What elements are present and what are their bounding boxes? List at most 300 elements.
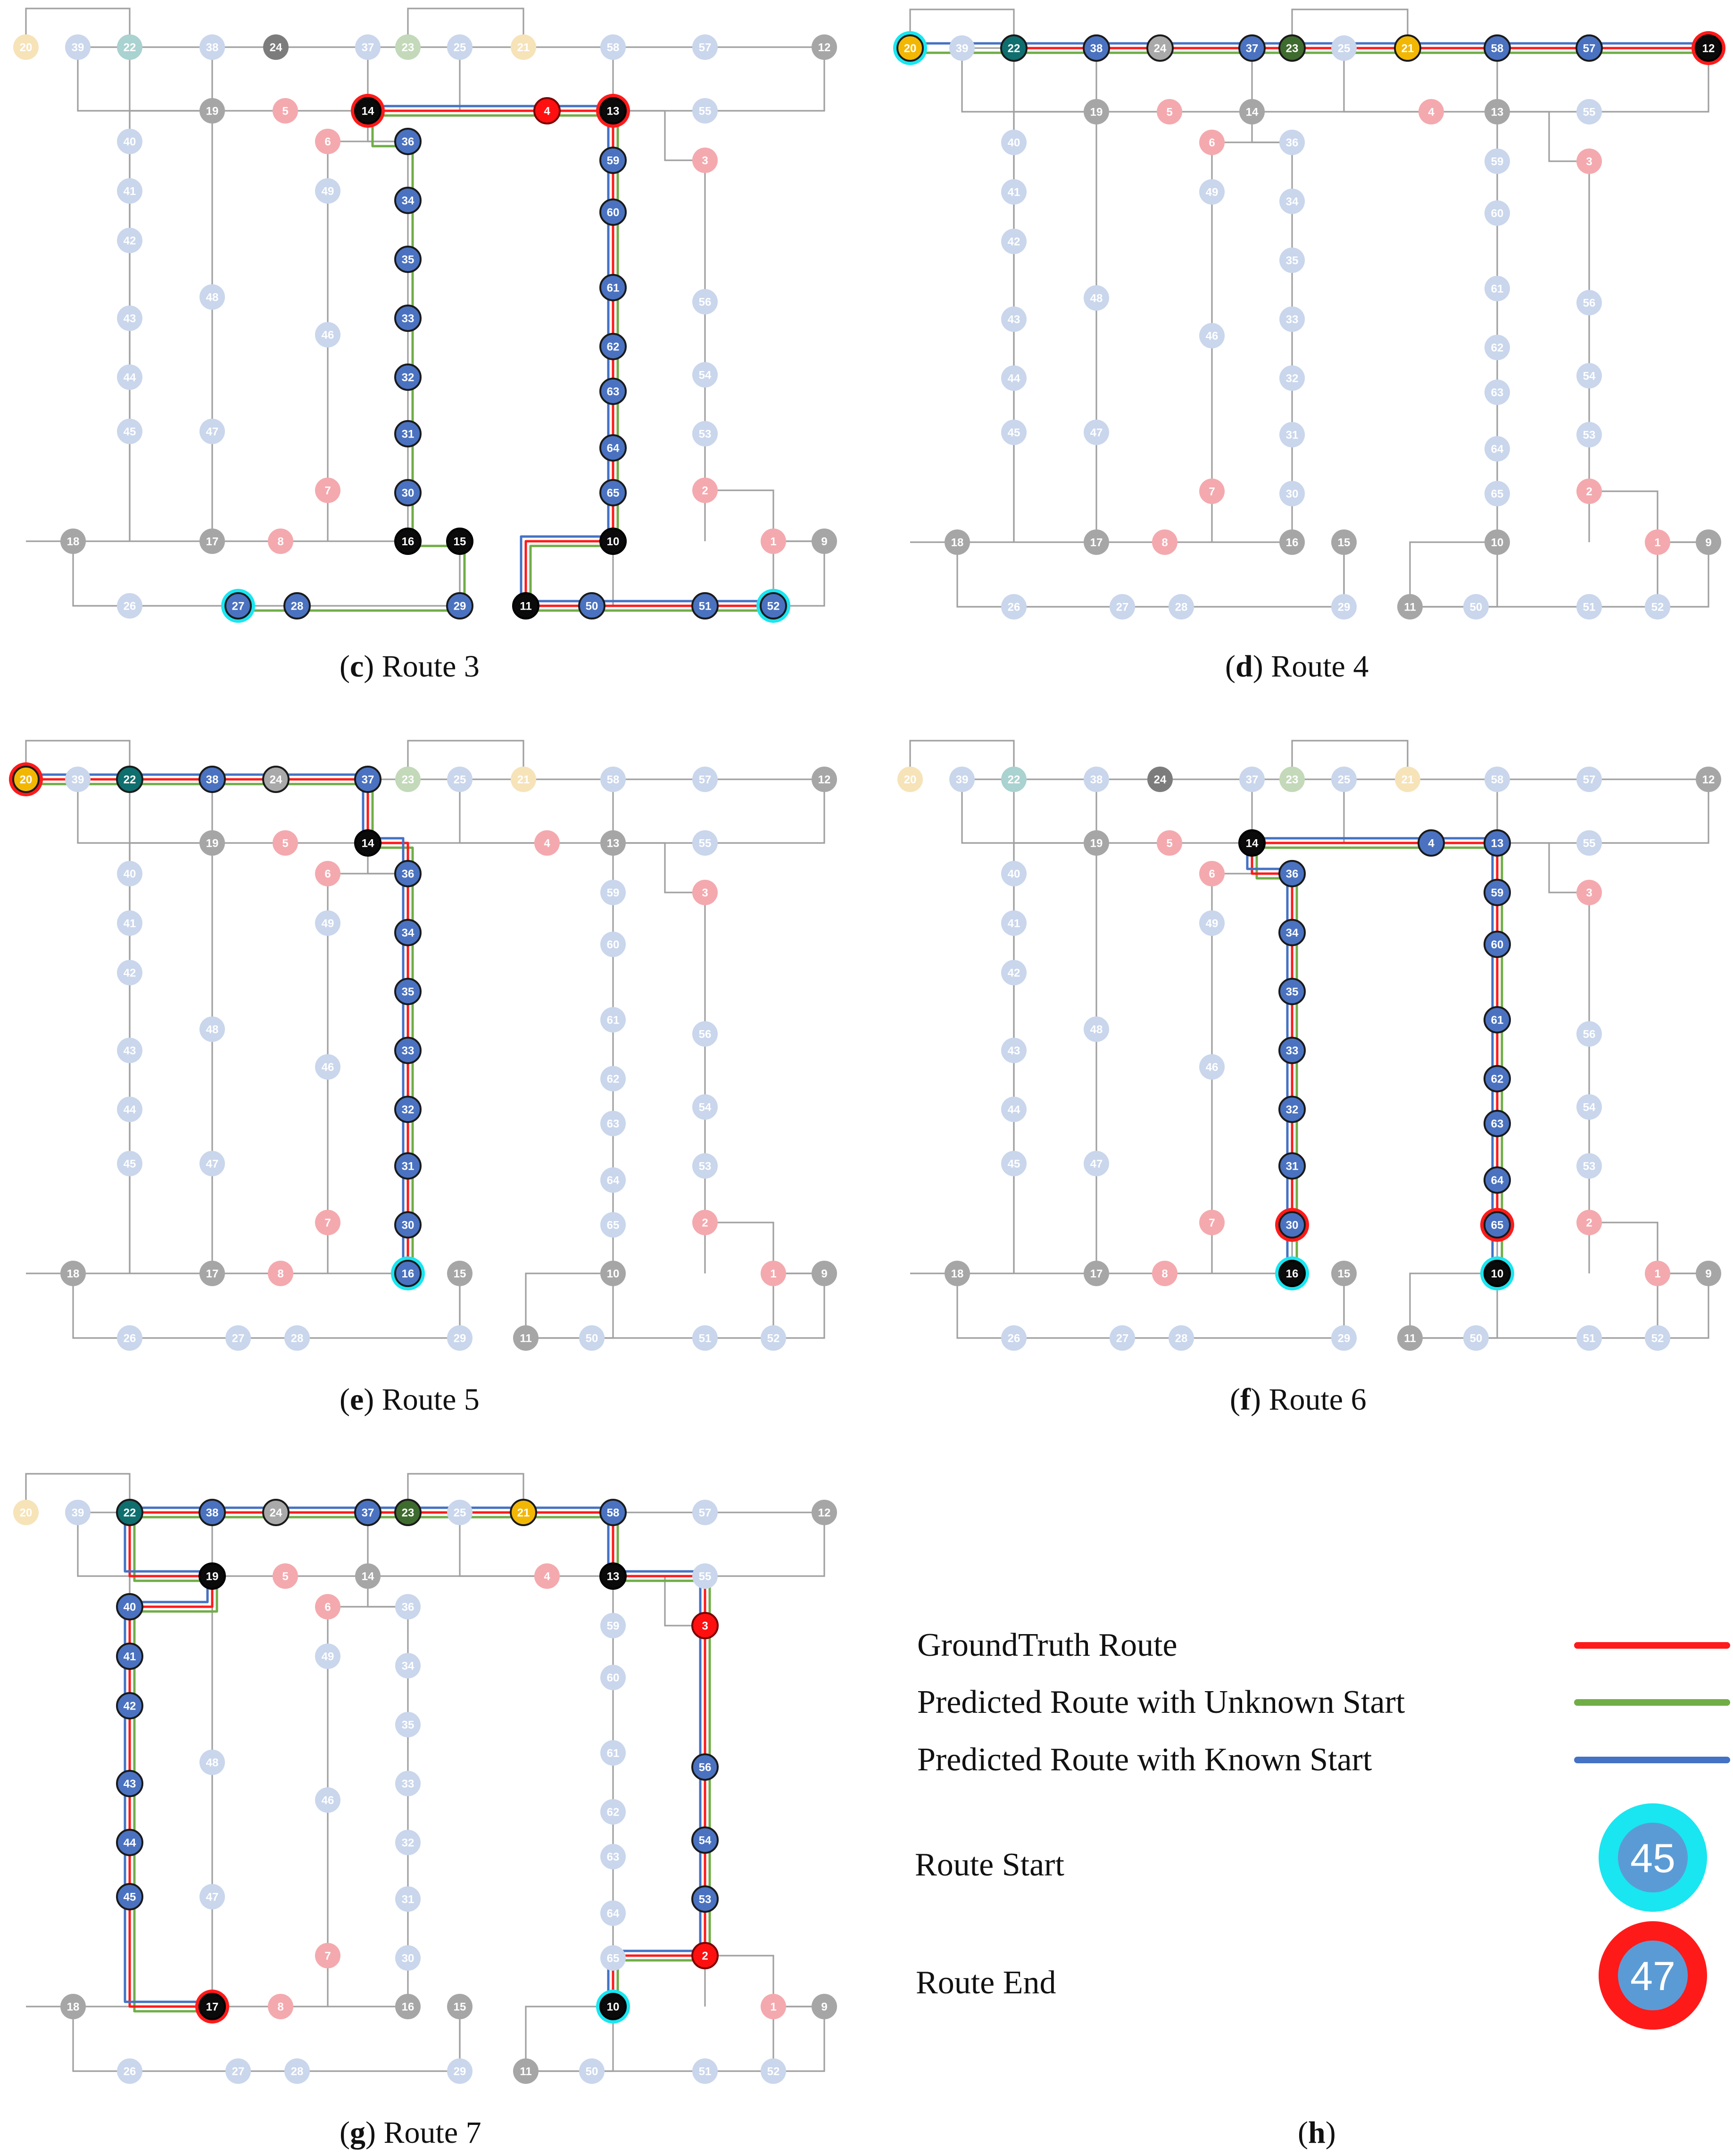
node-number: 12 bbox=[818, 1506, 831, 1520]
network-edge bbox=[1497, 843, 1589, 892]
node-20 bbox=[893, 31, 927, 65]
node-43 bbox=[1001, 1038, 1027, 1063]
node-19 bbox=[199, 1563, 225, 1589]
node-27 bbox=[225, 2058, 251, 2084]
node-number: 4 bbox=[1428, 837, 1434, 850]
legend-route-start-marker bbox=[1599, 1803, 1707, 1912]
node-54 bbox=[692, 362, 718, 388]
node-number: 1 bbox=[770, 2000, 777, 2014]
node-7 bbox=[315, 1943, 340, 1968]
caption-d-title: Route 4 bbox=[1271, 649, 1369, 684]
node-number: 29 bbox=[453, 600, 466, 613]
node-26 bbox=[1001, 594, 1027, 620]
network-edge bbox=[460, 779, 547, 843]
node-31 bbox=[395, 1153, 421, 1179]
legend bbox=[915, 1627, 1727, 2030]
network-edge bbox=[1014, 432, 1096, 542]
node-number: 59 bbox=[606, 154, 620, 167]
node-29 bbox=[447, 2058, 473, 2084]
caption-g-title: Route 7 bbox=[383, 2115, 481, 2150]
node-42 bbox=[1001, 229, 1027, 254]
node-number: 63 bbox=[606, 1850, 620, 1864]
node-42 bbox=[117, 960, 142, 985]
node-4 bbox=[1418, 830, 1444, 856]
node-45 bbox=[117, 419, 142, 444]
network-edge bbox=[73, 1273, 130, 1338]
node-number: 38 bbox=[206, 41, 219, 54]
node-49 bbox=[1199, 179, 1225, 205]
node-51 bbox=[1576, 594, 1602, 620]
node-40 bbox=[117, 1594, 142, 1619]
node-number: 10 bbox=[1491, 1267, 1504, 1280]
node-number: 3 bbox=[1586, 155, 1592, 168]
node-number: 16 bbox=[401, 2000, 415, 2014]
node-53 bbox=[692, 1153, 718, 1179]
node-number: 25 bbox=[453, 1506, 466, 1520]
node-number: 61 bbox=[1491, 1014, 1504, 1027]
node-number: 42 bbox=[1007, 966, 1020, 980]
node-11 bbox=[513, 2058, 539, 2084]
node-9 bbox=[812, 1994, 837, 2019]
network-edge bbox=[613, 843, 705, 892]
node-55 bbox=[692, 1563, 718, 1589]
caption-e-title: Route 5 bbox=[381, 1382, 480, 1417]
node-46 bbox=[315, 322, 340, 347]
node-number: 3 bbox=[702, 1619, 708, 1633]
node-number: 38 bbox=[1090, 42, 1103, 55]
node-50 bbox=[1463, 594, 1489, 620]
node-number: 31 bbox=[401, 1893, 415, 1906]
node-23 bbox=[395, 767, 421, 792]
network-edge bbox=[705, 1512, 824, 1576]
node-number: 28 bbox=[290, 2065, 304, 2078]
node-37 bbox=[355, 767, 381, 792]
node-16 bbox=[395, 529, 421, 554]
node-number: 9 bbox=[821, 535, 828, 548]
node-9 bbox=[1696, 529, 1721, 555]
node-number: 44 bbox=[1007, 372, 1020, 385]
node-61 bbox=[1484, 1007, 1510, 1033]
node-30 bbox=[395, 1212, 421, 1238]
node-number: 2 bbox=[702, 484, 708, 497]
node-number: 33 bbox=[401, 1044, 415, 1057]
node-16 bbox=[1275, 1256, 1309, 1290]
node-number: 53 bbox=[698, 1893, 712, 1906]
node-13 bbox=[1484, 830, 1510, 856]
node-number: 9 bbox=[1705, 536, 1712, 549]
node-46 bbox=[315, 1054, 340, 1080]
node-number: 60 bbox=[1491, 938, 1504, 951]
node-45 bbox=[117, 1884, 142, 1909]
node-59 bbox=[600, 1613, 626, 1638]
node-number: 37 bbox=[361, 773, 374, 786]
network-edge bbox=[1589, 1223, 1658, 1273]
node-35 bbox=[395, 1712, 421, 1737]
node-number: 45 bbox=[1007, 1157, 1020, 1171]
svg-text:(e) Route 5: (e) Route 5 bbox=[340, 1382, 480, 1417]
node-number: 44 bbox=[123, 1836, 136, 1850]
node-29 bbox=[447, 593, 473, 619]
node-number: 53 bbox=[1583, 1160, 1596, 1173]
node-number: 62 bbox=[606, 1073, 620, 1086]
node-51 bbox=[692, 593, 718, 619]
node-number: 18 bbox=[951, 536, 964, 549]
network-edge bbox=[1497, 112, 1589, 161]
network-edge bbox=[1589, 48, 1708, 112]
node-number: 35 bbox=[401, 985, 415, 999]
node-57 bbox=[1576, 767, 1602, 792]
node-number: 8 bbox=[1161, 536, 1168, 549]
node-27 bbox=[221, 589, 255, 623]
node-54 bbox=[692, 1827, 718, 1853]
node-number: 30 bbox=[401, 1219, 415, 1232]
node-number: 9 bbox=[821, 1267, 828, 1280]
node-number: 2 bbox=[1586, 1216, 1592, 1230]
node-14 bbox=[1239, 99, 1265, 124]
node-number: 43 bbox=[123, 1044, 136, 1057]
node-number: 34 bbox=[401, 194, 415, 207]
node-number: 64 bbox=[1491, 1174, 1504, 1187]
panel-d bbox=[893, 9, 1725, 620]
node-number: 23 bbox=[1285, 42, 1299, 55]
node-number: 12 bbox=[1702, 42, 1715, 55]
node-33 bbox=[395, 1038, 421, 1063]
network-nodes bbox=[9, 762, 837, 1351]
node-41 bbox=[1001, 910, 1027, 936]
svg-text:(g) Route 7: (g) Route 7 bbox=[340, 2115, 481, 2150]
node-31 bbox=[1279, 1153, 1305, 1179]
network-edge bbox=[130, 1897, 212, 2007]
node-number: 63 bbox=[1491, 1117, 1504, 1131]
node-57 bbox=[1576, 35, 1602, 61]
node-13 bbox=[1484, 99, 1510, 124]
node-44 bbox=[1001, 365, 1027, 391]
node-number: 29 bbox=[453, 1332, 466, 1345]
node-49 bbox=[315, 910, 340, 936]
node-number: 41 bbox=[1007, 186, 1020, 199]
node-number: 47 bbox=[206, 1157, 219, 1171]
node-number: 51 bbox=[1583, 601, 1596, 614]
node-number: 23 bbox=[401, 773, 415, 786]
node-10 bbox=[600, 1261, 626, 1286]
node-36 bbox=[395, 129, 421, 154]
node-56 bbox=[692, 1021, 718, 1047]
node-number: 54 bbox=[1583, 370, 1596, 383]
route-ground-truth bbox=[368, 111, 773, 606]
node-number: 44 bbox=[1007, 1103, 1020, 1116]
node-27 bbox=[1110, 1325, 1135, 1351]
node-34 bbox=[395, 920, 421, 945]
legend-route-end-label: Route End bbox=[916, 1965, 1056, 2001]
node-39 bbox=[65, 1500, 91, 1525]
node-22 bbox=[117, 1500, 142, 1525]
network-edge bbox=[73, 541, 130, 606]
node-number: 11 bbox=[1404, 1332, 1416, 1345]
node-number: 19 bbox=[1090, 106, 1103, 119]
node-3 bbox=[692, 148, 718, 173]
node-30 bbox=[1279, 481, 1305, 506]
node-22 bbox=[1001, 35, 1027, 61]
node-number: 61 bbox=[606, 1747, 620, 1760]
node-52 bbox=[756, 589, 790, 623]
node-31 bbox=[1279, 422, 1305, 447]
node-45 bbox=[1001, 1151, 1027, 1176]
node-number: 8 bbox=[277, 2000, 284, 2014]
node-number: 54 bbox=[698, 369, 712, 382]
network-edge bbox=[1014, 112, 1096, 542]
node-23 bbox=[395, 1500, 421, 1525]
node-number: 51 bbox=[698, 2065, 712, 2078]
node-number: 48 bbox=[1090, 292, 1103, 305]
node-50 bbox=[579, 2058, 605, 2084]
node-34 bbox=[1279, 189, 1305, 214]
node-13 bbox=[596, 94, 630, 128]
node-number: 30 bbox=[1285, 487, 1299, 501]
node-64 bbox=[600, 1900, 626, 1926]
node-18 bbox=[60, 529, 86, 554]
node-59 bbox=[1484, 149, 1510, 174]
node-36 bbox=[1279, 130, 1305, 155]
node-60 bbox=[1484, 200, 1510, 226]
node-21 bbox=[1395, 35, 1420, 61]
node-55 bbox=[1576, 830, 1602, 856]
node-31 bbox=[395, 1886, 421, 1912]
node-number: 51 bbox=[698, 1332, 712, 1345]
node-number: 9 bbox=[1705, 1267, 1712, 1280]
node-12 bbox=[1696, 767, 1721, 792]
node-number: 3 bbox=[702, 154, 708, 167]
node-62 bbox=[1484, 1066, 1510, 1091]
node-number: 6 bbox=[324, 867, 331, 881]
node-number: 42 bbox=[123, 966, 136, 980]
node-20 bbox=[13, 1500, 39, 1525]
node-43 bbox=[117, 306, 142, 331]
node-5 bbox=[273, 98, 298, 124]
node-6 bbox=[1199, 130, 1225, 155]
node-14 bbox=[355, 830, 381, 856]
node-42 bbox=[1001, 960, 1027, 985]
node-number: 57 bbox=[1583, 773, 1596, 786]
node-4 bbox=[534, 98, 560, 124]
node-number: 10 bbox=[1491, 536, 1504, 549]
node-number: 7 bbox=[1209, 485, 1215, 498]
route-known-start bbox=[363, 106, 769, 601]
node-23 bbox=[395, 34, 421, 60]
node-32 bbox=[1279, 365, 1305, 391]
network-edge bbox=[130, 111, 212, 541]
node-number: 5 bbox=[282, 105, 289, 118]
node-number: 27 bbox=[232, 1332, 245, 1345]
node-58 bbox=[600, 767, 626, 792]
node-number: 43 bbox=[123, 1777, 136, 1791]
node-number: 37 bbox=[361, 1506, 374, 1520]
node-number: 40 bbox=[1007, 136, 1020, 149]
node-number: 17 bbox=[1090, 1267, 1103, 1280]
node-number: 31 bbox=[1285, 429, 1299, 442]
node-35 bbox=[395, 247, 421, 272]
node-2 bbox=[692, 1210, 718, 1235]
node-number: 48 bbox=[206, 291, 219, 304]
node-63 bbox=[1484, 380, 1510, 405]
node-number: 4 bbox=[1428, 106, 1434, 119]
network-edge bbox=[460, 1512, 547, 1576]
network-edge bbox=[1344, 779, 1431, 843]
node-1 bbox=[1645, 529, 1670, 555]
node-number: 47 bbox=[1090, 426, 1103, 439]
node-number: 47 bbox=[206, 425, 219, 438]
node-6 bbox=[315, 861, 340, 886]
node-number: 12 bbox=[818, 773, 831, 786]
node-number: 65 bbox=[1491, 487, 1504, 501]
node-64 bbox=[1484, 1167, 1510, 1193]
node-number: 13 bbox=[1491, 837, 1504, 850]
node-number: 28 bbox=[290, 600, 304, 613]
node-number: 25 bbox=[1337, 773, 1351, 786]
node-number: 22 bbox=[123, 1506, 136, 1520]
node-22 bbox=[117, 34, 142, 60]
node-number: 30 bbox=[401, 1952, 415, 1965]
node-60 bbox=[1484, 932, 1510, 957]
node-43 bbox=[117, 1771, 142, 1796]
node-number: 65 bbox=[1491, 1219, 1504, 1232]
node-number: 60 bbox=[606, 206, 620, 219]
panels-layer bbox=[9, 8, 1725, 2084]
node-number: 35 bbox=[401, 253, 415, 266]
node-47 bbox=[199, 419, 225, 444]
node-number: 40 bbox=[123, 135, 136, 149]
node-number: 35 bbox=[1285, 985, 1299, 999]
node-number: 29 bbox=[1337, 601, 1351, 614]
node-number: 21 bbox=[1401, 773, 1414, 786]
node-18 bbox=[60, 1994, 86, 2019]
node-1 bbox=[761, 1994, 786, 2019]
node-number: 5 bbox=[1166, 106, 1173, 119]
node-number: 58 bbox=[1491, 42, 1504, 55]
node-36 bbox=[395, 861, 421, 886]
node-number: 45 bbox=[123, 1891, 136, 1904]
node-number: 42 bbox=[123, 234, 136, 248]
node-30 bbox=[395, 480, 421, 505]
node-number: 14 bbox=[1245, 837, 1259, 850]
node-number: 24 bbox=[1153, 42, 1167, 55]
node-12 bbox=[812, 767, 837, 792]
node-number: 56 bbox=[698, 296, 712, 309]
node-number: 4 bbox=[544, 837, 550, 850]
node-63 bbox=[1484, 1111, 1510, 1136]
node-number: 25 bbox=[453, 41, 466, 54]
node-number: 30 bbox=[401, 487, 415, 500]
node-2 bbox=[692, 1943, 718, 1968]
node-61 bbox=[600, 1007, 626, 1033]
node-number: 51 bbox=[698, 600, 712, 613]
node-50 bbox=[579, 1325, 605, 1351]
node-9 bbox=[812, 1261, 837, 1286]
node-60 bbox=[600, 1665, 626, 1690]
node-number: 59 bbox=[1491, 886, 1504, 900]
node-16 bbox=[1279, 529, 1305, 555]
network-edge bbox=[130, 1164, 212, 1273]
node-number: 39 bbox=[955, 42, 969, 55]
node-number: 64 bbox=[606, 442, 620, 455]
node-number: 52 bbox=[1651, 1332, 1664, 1345]
node-number: 28 bbox=[1175, 1332, 1188, 1345]
node-6 bbox=[1199, 861, 1225, 886]
node-5 bbox=[273, 1563, 298, 1589]
node-52 bbox=[761, 2058, 786, 2084]
node-number: 22 bbox=[123, 773, 136, 786]
network-edge bbox=[78, 1512, 212, 1576]
node-25 bbox=[1331, 35, 1357, 61]
node-number: 15 bbox=[1337, 1267, 1351, 1280]
network-nodes bbox=[13, 34, 837, 623]
node-number: 50 bbox=[1469, 1332, 1483, 1345]
node-34 bbox=[395, 188, 421, 213]
node-number: 54 bbox=[698, 1834, 712, 1847]
node-number: 18 bbox=[66, 2000, 80, 2014]
node-39 bbox=[949, 35, 975, 61]
node-5 bbox=[273, 830, 298, 856]
node-23 bbox=[1279, 767, 1305, 792]
node-2 bbox=[1576, 479, 1602, 504]
node-61 bbox=[600, 275, 626, 300]
node-number: 13 bbox=[606, 837, 620, 850]
node-number: 11 bbox=[520, 2065, 532, 2078]
node-number: 54 bbox=[1583, 1101, 1596, 1114]
node-number: 39 bbox=[71, 41, 84, 54]
node-number: 58 bbox=[606, 1506, 620, 1520]
node-53 bbox=[1576, 1153, 1602, 1179]
node-number: 45 bbox=[1007, 426, 1020, 439]
node-number: 17 bbox=[206, 535, 219, 548]
node-number: 60 bbox=[606, 938, 620, 951]
node-51 bbox=[1576, 1325, 1602, 1351]
node-number: 17 bbox=[206, 1267, 219, 1280]
node-21 bbox=[511, 34, 536, 60]
node-15 bbox=[447, 1261, 473, 1286]
node-38 bbox=[199, 767, 225, 792]
node-65 bbox=[600, 480, 626, 505]
node-number: 52 bbox=[767, 600, 780, 613]
node-number: 10 bbox=[606, 1267, 620, 1280]
node-4 bbox=[534, 1563, 560, 1589]
node-number: 18 bbox=[951, 1267, 964, 1280]
caption-h-letter: h bbox=[1308, 2115, 1326, 2150]
node-8 bbox=[268, 1994, 293, 2019]
node-58 bbox=[1484, 35, 1510, 61]
svg-text:(f) Route 6: (f) Route 6 bbox=[1230, 1382, 1367, 1417]
node-number: 9 bbox=[821, 2000, 828, 2014]
node-number: 62 bbox=[1491, 341, 1504, 355]
node-33 bbox=[1279, 1038, 1305, 1063]
node-number: 31 bbox=[1285, 1160, 1299, 1173]
node-number: 8 bbox=[1161, 1267, 1168, 1280]
node-25 bbox=[447, 1500, 473, 1525]
node-48 bbox=[199, 1750, 225, 1775]
node-12 bbox=[1692, 31, 1725, 65]
node-3 bbox=[1576, 149, 1602, 174]
node-11 bbox=[513, 1325, 539, 1351]
node-number: 25 bbox=[453, 773, 466, 786]
network-edge bbox=[957, 1273, 1014, 1338]
node-42 bbox=[117, 228, 142, 253]
node-number: 32 bbox=[1285, 1103, 1299, 1116]
node-49 bbox=[315, 1644, 340, 1669]
network-edge bbox=[1014, 843, 1096, 1273]
caption-h bbox=[1298, 2115, 1336, 2150]
node-number: 29 bbox=[453, 2065, 466, 2078]
node-50 bbox=[579, 593, 605, 619]
node-27 bbox=[225, 1325, 251, 1351]
